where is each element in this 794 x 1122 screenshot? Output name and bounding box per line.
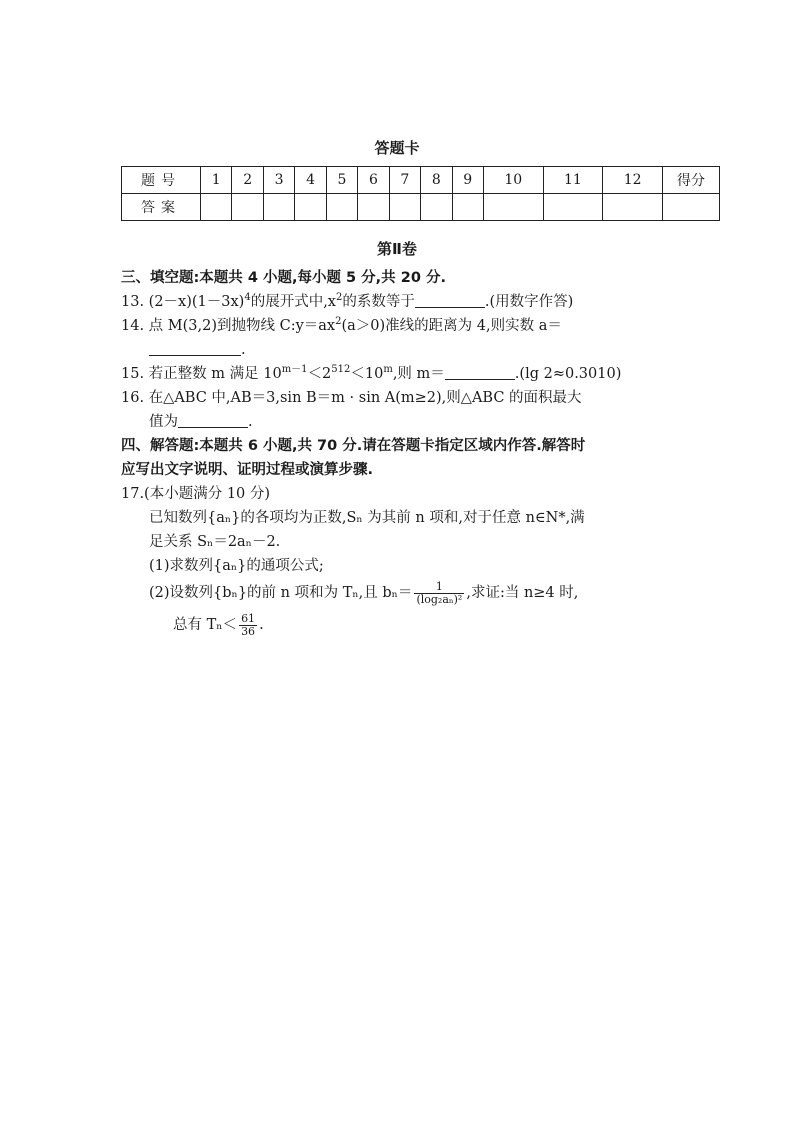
- question-number-label: 题号: [122, 167, 201, 194]
- answer-table: [121, 166, 720, 221]
- question-17-line2: 足关系 Sₙ＝2aₙ－2.: [149, 534, 281, 550]
- answer-cell[interactable]: [603, 194, 663, 221]
- question-17-part2-cont: 总有 Tₙ＜ $\frac{61}{36}$ .: [173, 611, 264, 638]
- table-row: [122, 167, 720, 194]
- question-14: 14. 点 M(3,2)到抛物线 $C:y=ax^2(a>0)$准线的距离为 4,则实数 a＝: [121, 316, 562, 334]
- answer-cell[interactable]: [326, 194, 357, 221]
- table-row: [122, 194, 720, 221]
- question-number-cell: 12: [603, 167, 663, 194]
- question-14-blank-line: .: [121, 338, 723, 362]
- question-17-line1: 已知数列{aₙ}的各项均为正数,Sₙ 为其前 n 项和,对于任意 n∈N*,满: [149, 510, 585, 526]
- answer-card-title: 答题卡: [374, 139, 420, 157]
- score-cell[interactable]: [663, 194, 720, 221]
- answer-blank[interactable]: [445, 365, 515, 380]
- question-16-line2: 值为 .: [149, 414, 253, 430]
- answer-blank[interactable]: [178, 413, 248, 428]
- answer-cell[interactable]: [452, 194, 483, 221]
- question-number-cell: 7: [389, 167, 420, 194]
- question-number-cell: 1: [201, 167, 232, 194]
- answer-blank[interactable]: [149, 341, 241, 356]
- answer-cell[interactable]: [389, 194, 420, 221]
- fraction: $\frac{1}{\text{(log₂aₙ)²}}$: [416, 579, 463, 606]
- volume-title: 第Ⅱ卷: [377, 240, 417, 258]
- question-13: 13. $(2-x)(1-3x)^4$的展开式中$,x^2$的系数等于 .(用数字作答): [121, 292, 574, 310]
- answer-label: 答案: [122, 194, 201, 221]
- question-number-cell: 3: [263, 167, 294, 194]
- question-number-cell: 2: [232, 167, 263, 194]
- question-number-cell: 5: [326, 167, 357, 194]
- question-number-cell: 10: [483, 167, 543, 194]
- answer-cell[interactable]: [263, 194, 294, 221]
- answer-cell[interactable]: [483, 194, 543, 221]
- score-label: 得分: [663, 167, 720, 194]
- question-number-cell: 6: [358, 167, 389, 194]
- question-17-part2: (2)设数列{bₙ}的前 n 项和为 Tₙ,且 bₙ＝ $\frac{1}{\text{(log₂aₙ)²}}$ ,求证:当 n≥4 时,: [149, 579, 579, 606]
- answer-cell[interactable]: [358, 194, 389, 221]
- answer-cell[interactable]: [232, 194, 263, 221]
- answer-blank[interactable]: [415, 293, 485, 308]
- question-number-cell: 8: [421, 167, 452, 194]
- section-heading-solve-line2: 应写出文字说明、证明过程或演算步骤.: [121, 462, 374, 478]
- section-heading-fill-in: 三、填空题:本题共 4 小题,每小题 5 分,共 20 分.: [121, 270, 446, 286]
- answer-cell[interactable]: [543, 194, 603, 221]
- answer-cell[interactable]: [421, 194, 452, 221]
- question-16: 16. 在△ABC 中,AB＝3,sin B＝m · sin A(m≥2),则△ABC 的面积最大: [121, 390, 582, 406]
- question-number-cell: 9: [452, 167, 483, 194]
- section-heading-solve-line1: 四、解答题:本题共 6 小题,共 70 分.请在答题卡指定区域内作答.解答时: [121, 438, 586, 454]
- fraction: $\frac{61}{36}$: [241, 611, 256, 638]
- answer-cell[interactable]: [201, 194, 232, 221]
- question-17-part1: (1)求数列{aₙ}的通项公式;: [149, 558, 324, 574]
- question-number-cell: 11: [543, 167, 603, 194]
- question-15: 15. 若正整数 m 满足 $10^{m-1}<2^{512}<10^m$,则 m＝ .(lg 2≈0.3010): [121, 364, 622, 382]
- questions-body: [121, 266, 723, 642]
- question-number-cell: 4: [295, 167, 326, 194]
- question-17-head: 17.(本小题满分 10 分): [121, 486, 271, 502]
- answer-cell[interactable]: [295, 194, 326, 221]
